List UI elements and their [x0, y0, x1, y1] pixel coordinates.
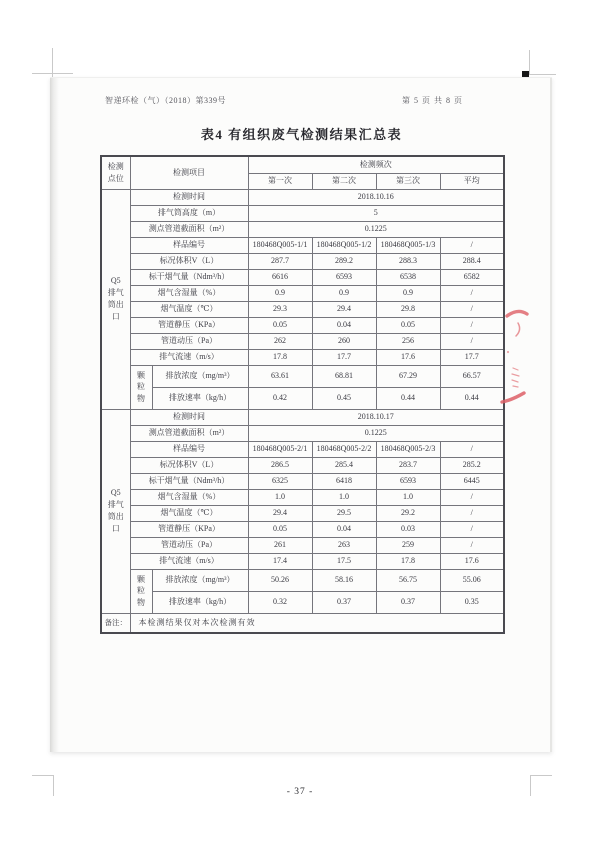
value-cell: 0.03: [376, 521, 440, 537]
value-cell: 63.61: [248, 365, 312, 387]
value-cell: 1.0: [312, 489, 376, 505]
table-title: 表4 有组织废气检测结果汇总表: [200, 127, 403, 142]
value-cell: 1.0: [248, 489, 312, 505]
row-label-cell: 标干烟气量（Ndm³/h）: [130, 473, 248, 489]
value-cell: 17.8: [248, 349, 312, 365]
row-label-cell: 管道静压（KPa）: [130, 521, 248, 537]
row-label-cell: 烟气含湿量（%）: [130, 285, 248, 301]
value-cell: 0.37: [312, 591, 376, 613]
value-cell: 286.5: [248, 457, 312, 473]
value-cell: 17.6: [440, 553, 504, 569]
value-cell: 6418: [312, 473, 376, 489]
row-label-cell: 排气筒高度（m）: [130, 205, 248, 221]
value-cell: 1.0: [376, 489, 440, 505]
value-cell: 0.05: [248, 317, 312, 333]
table-row: [101, 569, 504, 591]
value-cell: 0.45: [312, 387, 376, 409]
value-cell: 6538: [376, 269, 440, 285]
value-cell: 262: [248, 333, 312, 349]
value-cell: /: [440, 489, 504, 505]
table-row: [101, 489, 504, 505]
table-row: [101, 553, 504, 569]
table-row: [101, 253, 504, 269]
results-table-container: [100, 155, 505, 634]
value-cell: 180468Q005-1/3: [376, 237, 440, 253]
value-cell: /: [440, 285, 504, 301]
table-row: [101, 365, 504, 387]
value-cell: /: [440, 441, 504, 457]
table-header-row: [101, 156, 504, 173]
row-label-cell: 标况体积V（L）: [130, 457, 248, 473]
table-row: [101, 521, 504, 537]
value-cell: 0.1225: [248, 221, 504, 237]
value-cell: 288.3: [376, 253, 440, 269]
value-cell: 261: [248, 537, 312, 553]
value-cell: 67.29: [376, 365, 440, 387]
table-row: [101, 285, 504, 301]
value-cell: 180468Q005-2/2: [312, 441, 376, 457]
row-label-cell: 烟气温度（℃）: [130, 301, 248, 317]
value-cell: 287.7: [248, 253, 312, 269]
value-cell: 68.81: [312, 365, 376, 387]
value-cell: 285.2: [440, 457, 504, 473]
particulate-group-cell: 颗粒物: [130, 569, 152, 613]
value-cell: 0.9: [376, 285, 440, 301]
table-row: [101, 333, 504, 349]
table-row: [101, 409, 504, 425]
crop-mark-bottom-left-h: [32, 775, 54, 776]
value-cell: 29.8: [376, 301, 440, 317]
crop-mark-top-right-v: [529, 50, 530, 75]
value-cell: 0.42: [248, 387, 312, 409]
row-label-cell: 排气流速（m/s）: [130, 349, 248, 365]
table-row: [101, 301, 504, 317]
value-cell: 0.9: [248, 285, 312, 301]
note-row: [101, 613, 504, 633]
value-cell: 6593: [312, 269, 376, 285]
value-cell: 0.04: [312, 317, 376, 333]
value-cell: 260: [312, 333, 376, 349]
row-label-cell: 排放浓度（mg/m³）: [152, 569, 248, 591]
value-cell: 0.37: [376, 591, 440, 613]
pdf-page-number: - 37 -: [286, 787, 314, 797]
value-cell: 6445: [440, 473, 504, 489]
table-row: [101, 505, 504, 521]
value-cell: 0.44: [376, 387, 440, 409]
particulate-group-cell: 颗粒物: [130, 365, 152, 409]
row-label-cell: 烟气含湿量（%）: [130, 489, 248, 505]
value-cell: 17.5: [312, 553, 376, 569]
row-label-cell: 标况体积V（L）: [130, 253, 248, 269]
value-cell: 5: [248, 205, 504, 221]
point-cell-q5: Q5排气筒出口: [101, 189, 130, 409]
table-row: [101, 591, 504, 613]
value-cell: 66.57: [440, 365, 504, 387]
header-cell-second: 第二次: [312, 173, 376, 189]
value-cell: 29.3: [248, 301, 312, 317]
row-label-cell: 样品编号: [130, 237, 248, 253]
value-cell: 0.32: [248, 591, 312, 613]
value-cell: 17.7: [440, 349, 504, 365]
value-cell: /: [440, 537, 504, 553]
table-row: [101, 425, 504, 441]
table-row: [101, 537, 504, 553]
value-cell: /: [440, 521, 504, 537]
value-cell: 58.16: [312, 569, 376, 591]
page-edge-shadow-right: [550, 78, 552, 752]
header-cell-point: 检测点位: [101, 156, 130, 189]
row-label-cell: 排放速率（kg/h）: [152, 591, 248, 613]
row-label-cell: 排放速率（kg/h）: [152, 387, 248, 409]
row-label-cell: 检测时间: [130, 189, 248, 205]
value-cell: 256: [376, 333, 440, 349]
value-cell: 259: [376, 537, 440, 553]
value-cell: 283.7: [376, 457, 440, 473]
value-cell: 17.7: [312, 349, 376, 365]
row-label-cell: 管道动压（Pa）: [130, 333, 248, 349]
value-cell: 17.6: [376, 349, 440, 365]
value-cell: 0.05: [376, 317, 440, 333]
point-cell-q5: Q5排气筒出口: [101, 409, 130, 613]
value-cell: 0.04: [312, 521, 376, 537]
value-cell: /: [440, 505, 504, 521]
table-row: [101, 269, 504, 285]
value-cell: /: [440, 301, 504, 317]
table-row: [101, 473, 504, 489]
value-cell: 17.4: [248, 553, 312, 569]
value-cell: 50.26: [248, 569, 312, 591]
table-row: [101, 387, 504, 409]
row-label-cell: 测点管道截面积（m²）: [130, 221, 248, 237]
value-cell: 263: [312, 537, 376, 553]
table-row: [101, 457, 504, 473]
value-cell: 29.4: [248, 505, 312, 521]
table-row: [101, 349, 504, 365]
row-label-cell: 排气流速（m/s）: [130, 553, 248, 569]
value-cell: 180468Q005-1/1: [248, 237, 312, 253]
value-cell: 6325: [248, 473, 312, 489]
table-row: [101, 317, 504, 333]
table-row: [101, 189, 504, 205]
value-cell: 0.9: [312, 285, 376, 301]
row-label-cell: 排放浓度（mg/m³）: [152, 365, 248, 387]
row-label-cell: 测点管道截面积（m²）: [130, 425, 248, 441]
report-number: 智递环检（气）（2018）第339号: [105, 96, 226, 105]
value-cell: 180468Q005-1/2: [312, 237, 376, 253]
value-cell: 55.06: [440, 569, 504, 591]
value-cell: /: [440, 333, 504, 349]
row-label-cell: 管道静压（KPa）: [130, 317, 248, 333]
value-cell: 288.4: [440, 253, 504, 269]
note-text-cell: 本检测结果仅对本次检测有效: [130, 613, 504, 633]
value-cell: 0.44: [440, 387, 504, 409]
header-cell-average: 平均: [440, 173, 504, 189]
row-label-cell: 样品编号: [130, 441, 248, 457]
value-cell: 289.2: [312, 253, 376, 269]
value-cell: 29.4: [312, 301, 376, 317]
header-cell-third: 第三次: [376, 173, 440, 189]
handwritten-red-mark: [495, 300, 531, 412]
value-cell: 180468Q005-2/1: [248, 441, 312, 457]
value-cell: 2018.10.17: [248, 409, 504, 425]
value-cell: 17.8: [376, 553, 440, 569]
table-row: [101, 221, 504, 237]
header-cell-frequency: 检测频次: [248, 156, 504, 173]
value-cell: 2018.10.16: [248, 189, 504, 205]
value-cell: 29.5: [312, 505, 376, 521]
results-table: [100, 155, 505, 634]
note-label-cell: 备注：: [101, 613, 130, 633]
value-cell: 0.05: [248, 521, 312, 537]
row-label-cell: 管道动压（Pa）: [130, 537, 248, 553]
value-cell: /: [440, 237, 504, 253]
value-cell: 0.35: [440, 591, 504, 613]
value-cell: 6582: [440, 269, 504, 285]
header-cell-first: 第一次: [248, 173, 312, 189]
row-label-cell: 标干烟气量（Ndm³/h）: [130, 269, 248, 285]
value-cell: 56.75: [376, 569, 440, 591]
scanned-report-page: [50, 77, 552, 752]
row-label-cell: 烟气温度（℃）: [130, 505, 248, 521]
page-count-label: 第 5 页 共 8 页: [402, 96, 463, 105]
value-cell: /: [440, 317, 504, 333]
value-cell: 29.2: [376, 505, 440, 521]
value-cell: 285.4: [312, 457, 376, 473]
table-row: [101, 441, 504, 457]
header-cell-item: 检测项目: [130, 156, 248, 189]
row-label-cell: 检测时间: [130, 409, 248, 425]
value-cell: 0.1225: [248, 425, 504, 441]
value-cell: 6593: [376, 473, 440, 489]
crop-mark-bottom-right-h: [530, 775, 552, 776]
value-cell: 6616: [248, 269, 312, 285]
table-row: [101, 205, 504, 221]
table-row: [101, 237, 504, 253]
page-edge-shadow-left: [50, 78, 59, 752]
value-cell: 180468Q005-2/3: [376, 441, 440, 457]
crop-mark-top-right-h: [529, 74, 556, 75]
